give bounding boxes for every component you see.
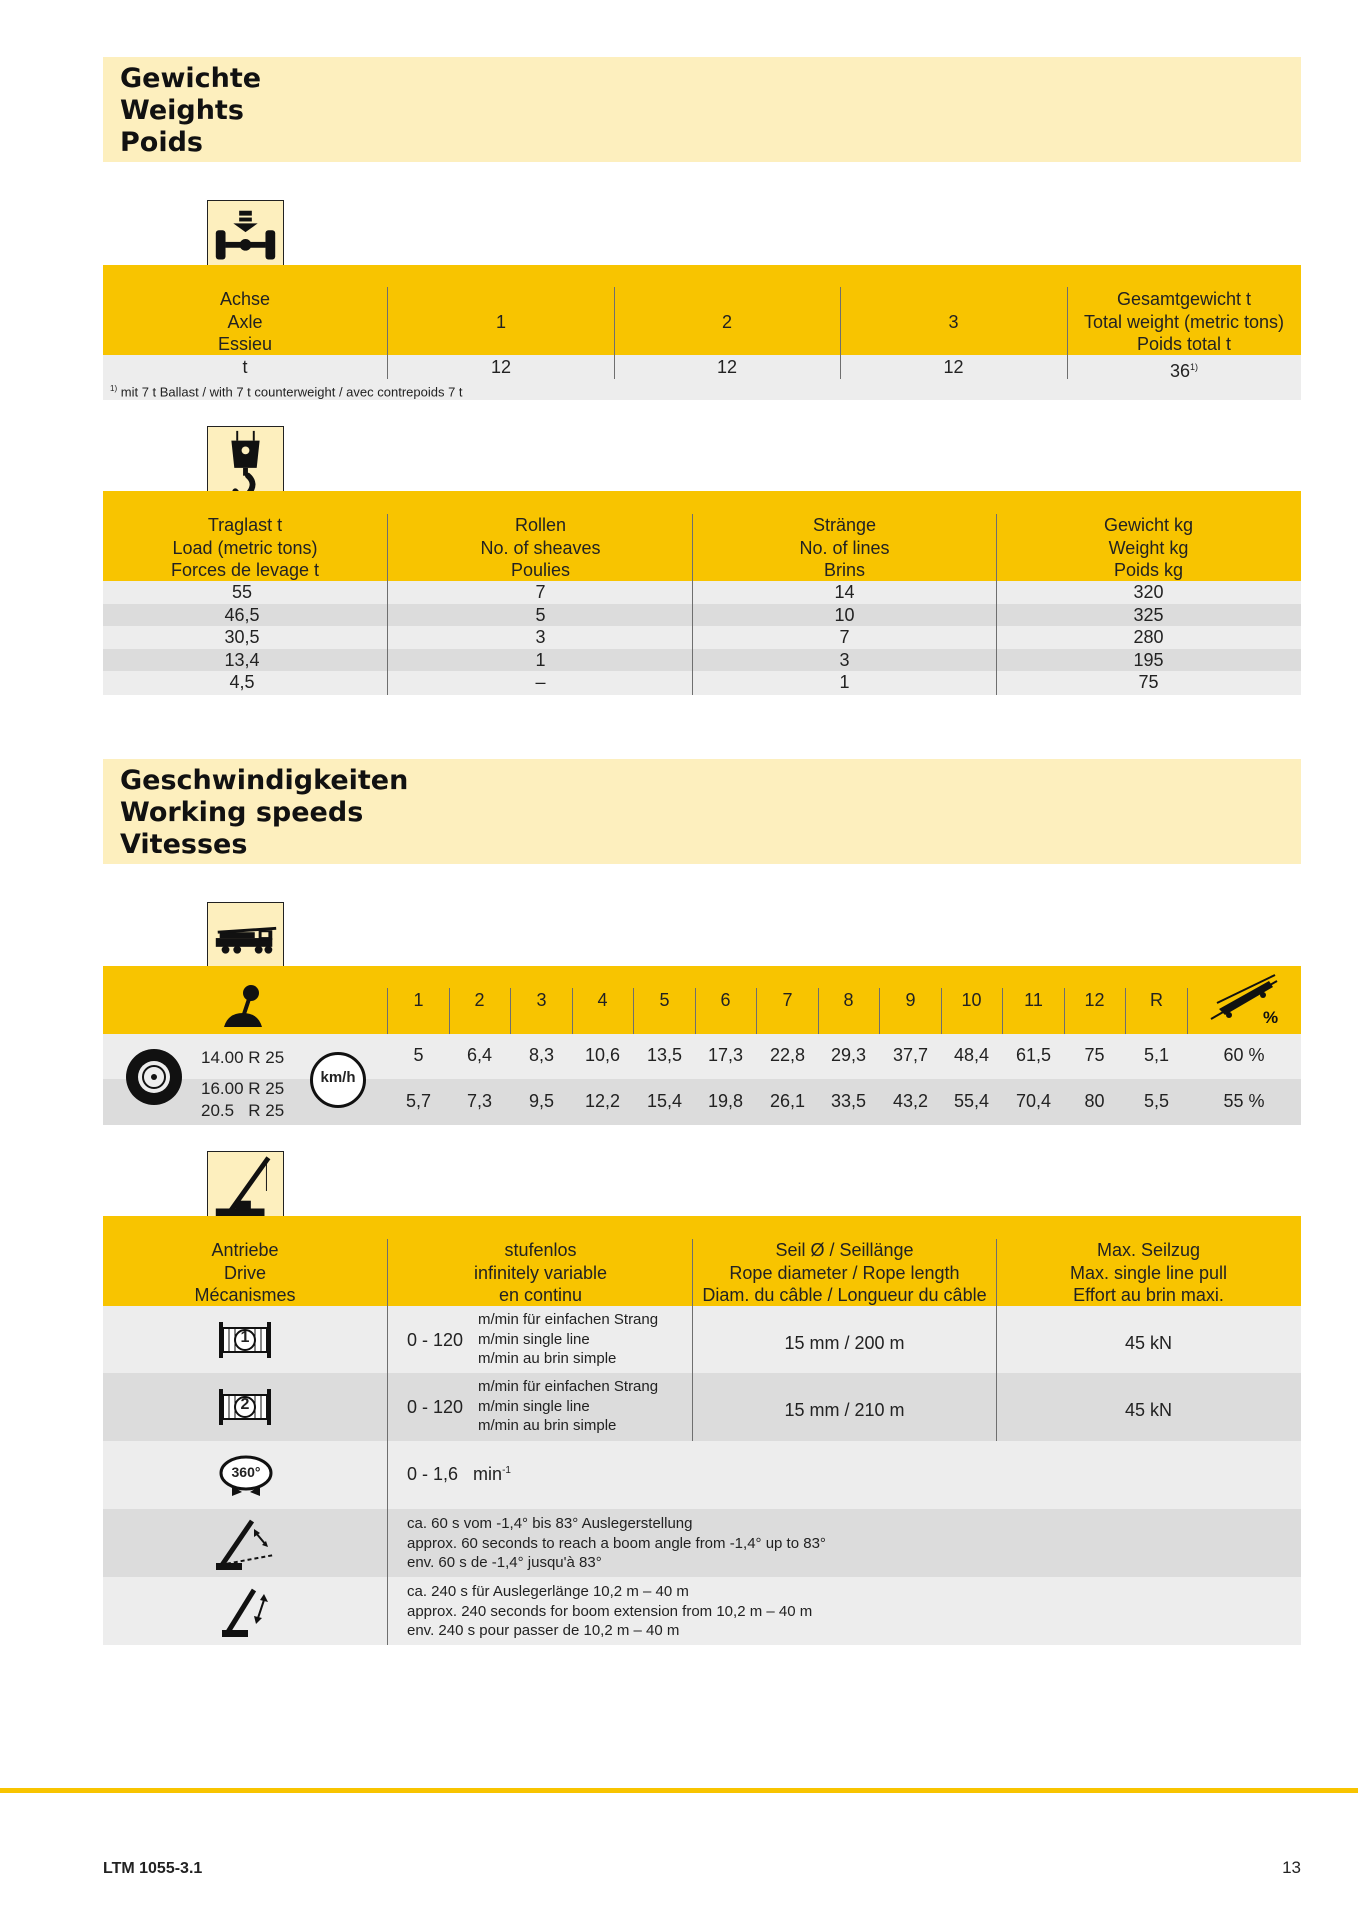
title-fr: Vitesses (120, 829, 248, 860)
model-name: LTM 1055-3.1 (103, 1860, 203, 1877)
speed-value: 5 (413, 1045, 424, 1065)
drive-col-variable (388, 1239, 693, 1307)
unit-fr: m/min au brin simple (478, 1417, 617, 1434)
unit-de: m/min für einfachen Strang (478, 1311, 659, 1328)
weight-value: 280 (1133, 627, 1164, 647)
hook-col-sheaves (388, 514, 693, 582)
weight-de: Gewicht kg (1103, 515, 1194, 535)
weight-value: 75 (1138, 672, 1159, 692)
sheaves-value: 5 (535, 605, 546, 625)
pull-fr: Effort au brin maxi. (1073, 1285, 1224, 1305)
slewing-label: 360° (231, 1464, 261, 1480)
speed-value: 61,5 (1015, 1045, 1052, 1065)
luffing-en: approx. 60 seconds to reach a boom angle from -1,4° up to 83° (407, 1534, 826, 1552)
speeds-title (120, 765, 408, 861)
slewing-range: 0 - 1,6 (407, 1464, 459, 1484)
speeds-banner (103, 759, 1301, 864)
label-en: Axle (227, 311, 263, 332)
sheaves-de: Rollen (514, 515, 567, 535)
pull-en: Max. single line pull (1069, 1262, 1228, 1283)
speed-value: 19,8 (707, 1091, 744, 1111)
axle-1-header: 1 (495, 312, 506, 332)
total-weight-value (1067, 356, 1301, 383)
winch-1-unit (478, 1310, 658, 1369)
divider (614, 287, 615, 379)
unit-fr: m/min au brin simple (478, 1350, 617, 1367)
winch-2-range: 0 - 120 (407, 1397, 464, 1417)
total-en: Total weight (metric tons) (1083, 311, 1285, 332)
speed-value: 12,2 (584, 1091, 621, 1111)
page-number: 13 (1282, 1858, 1301, 1877)
luffing-text (407, 1514, 826, 1573)
weight-fr: Poids kg (1113, 560, 1184, 580)
speed-value: 70,4 (1015, 1091, 1052, 1111)
grade-value: 55 % (1223, 1091, 1265, 1111)
lines-en: No. of lines (799, 537, 890, 558)
telescoping-en: approx. 240 seconds for boom extension from 10,2 m – 40 m (407, 1602, 813, 1620)
winch-1-icon (219, 1322, 271, 1358)
speed-value: 29,3 (830, 1045, 867, 1065)
table-row (103, 649, 1301, 671)
table-row (103, 626, 1301, 649)
percent-label: % (1263, 1008, 1279, 1027)
gear-4: 4 (597, 990, 608, 1010)
variable-en: infinitely variable (473, 1262, 608, 1283)
gear-7: 7 (782, 990, 793, 1010)
load-fr: Forces de levage t (170, 560, 320, 580)
gear-1: 1 (413, 990, 424, 1010)
speed-value: 15,4 (646, 1091, 683, 1111)
unit-de: m/min für einfachen Strang (478, 1378, 659, 1395)
gear-3: 3 (536, 990, 547, 1010)
speed-value: 75 (1084, 1045, 1105, 1065)
drive-fr: Mécanismes (194, 1285, 296, 1305)
drive-col-drive (103, 1239, 387, 1307)
speed-value: 7,3 (466, 1091, 493, 1111)
axle-2-header: 2 (721, 312, 732, 332)
title-de: Gewichte (120, 63, 262, 94)
tire-icon (124, 1047, 184, 1107)
sheaves-value: 3 (535, 627, 546, 647)
axle-3-value: 12 (943, 357, 964, 377)
kmh-icon (310, 1052, 366, 1108)
load-value: 55 (231, 582, 253, 602)
sheaves-fr: Poulies (510, 560, 571, 580)
winch-1-pull: 45 kN (1124, 1333, 1173, 1353)
weights-title (120, 63, 261, 159)
total-footnote-mark: 1) (1190, 362, 1199, 372)
weight-value: 320 (1133, 582, 1164, 602)
load-en: Load (metric tons) (172, 537, 318, 558)
rope-en: Rope diameter / Rope length (729, 1262, 960, 1283)
divider (840, 287, 841, 379)
speed-value: 80 (1084, 1091, 1105, 1111)
lines-de: Stränge (812, 515, 877, 535)
weight-en: Weight kg (1108, 537, 1189, 558)
load-value: 46,5 (224, 605, 260, 625)
axle-unit: t (242, 357, 248, 377)
total-fr: Poids total t (1136, 334, 1232, 354)
unit-en: m/min single line (478, 1397, 590, 1415)
lines-value: 10 (834, 605, 855, 625)
gear-2: 2 (474, 990, 485, 1010)
load-value: 4,5 (229, 672, 255, 692)
slewing-360-icon (218, 1452, 274, 1498)
table-row (103, 671, 1301, 695)
load-de: Traglast t (207, 515, 283, 535)
hook-col-weight (996, 514, 1301, 582)
rope-de: Seil Ø / Seillänge (775, 1240, 914, 1260)
hook-col-load (103, 514, 387, 582)
speed-value: 17,3 (707, 1045, 744, 1065)
speed-value: 22,8 (769, 1045, 806, 1065)
divider (996, 514, 997, 695)
speed-value: 5,5 (1143, 1091, 1170, 1111)
speed-value: 43,2 (892, 1091, 929, 1111)
title-en: Weights (120, 95, 244, 126)
table-row (103, 604, 1301, 626)
weight-value: 325 (1133, 605, 1164, 625)
gear-8: 8 (843, 990, 854, 1010)
speed-value: 37,7 (892, 1045, 929, 1065)
footer-rule (0, 1788, 1358, 1793)
sheaves-value: 1 (535, 650, 546, 670)
lines-value: 3 (839, 650, 850, 670)
label-fr: Essieu (217, 334, 273, 354)
tire-size-b1: 16.00 R 25 (201, 1079, 285, 1098)
divider (692, 514, 693, 695)
speed-value: 33,5 (830, 1091, 867, 1111)
winch-1-rope: 15 mm / 200 m (784, 1333, 905, 1353)
gear-10: 10 (961, 990, 982, 1010)
variable-de: stufenlos (504, 1240, 577, 1260)
divider (387, 514, 388, 695)
divider (387, 287, 388, 379)
axle-1-value: 12 (490, 357, 512, 377)
grade-value: 60 % (1223, 1045, 1265, 1065)
speed-value: 5,7 (405, 1091, 432, 1111)
weights-banner (103, 57, 1301, 162)
divider (1067, 287, 1068, 379)
load-value: 13,4 (224, 650, 260, 670)
speed-value: 5,1 (1143, 1045, 1170, 1065)
gear-lever-icon (218, 983, 268, 1029)
kmh-label: km/h (320, 1069, 356, 1086)
gear-6: 6 (720, 990, 731, 1010)
footnote-text: mit 7 t Ballast / with 7 t counterweight / avec contrepoids 7 t (120, 384, 463, 400)
winch-2-number: 2 (240, 1396, 250, 1413)
speed-value: 10,6 (584, 1045, 621, 1065)
drive-col-pull (996, 1239, 1301, 1307)
gear-reverse: R (1150, 990, 1163, 1010)
tire-size-b2: 20.5 R 25 (201, 1101, 285, 1120)
tire-size-a: 14.00 R 25 (201, 1048, 285, 1067)
lines-fr: Brins (823, 560, 865, 580)
slewing-unit: min (473, 1464, 503, 1484)
sheaves-value: 7 (535, 582, 546, 602)
winch-2-rope: 15 mm / 210 m (784, 1400, 905, 1420)
title-de: Geschwindigkeiten (120, 765, 409, 796)
title-en: Working speeds (120, 797, 364, 828)
luffing-icon (212, 1515, 278, 1573)
gear-5: 5 (659, 990, 670, 1010)
total-value: 36 (1169, 361, 1190, 381)
gear-12: 12 (1084, 990, 1105, 1010)
drive-de: Antriebe (211, 1240, 279, 1260)
telescoping-de: ca. 240 s für Auslegerlänge 10,2 m – 40 m (407, 1583, 689, 1600)
winch-2-pull: 45 kN (1124, 1400, 1173, 1420)
lines-value: 7 (839, 627, 850, 647)
axle-3-header: 3 (948, 312, 959, 332)
footnote-mark: 1) (110, 384, 118, 393)
winch-1-range: 0 - 120 (407, 1330, 464, 1350)
telescoping-fr: env. 240 s pour passer de 10,2 m – 40 m (407, 1622, 680, 1639)
drive-col-rope (693, 1239, 996, 1307)
label-de: Achse (219, 289, 271, 309)
speed-value: 8,3 (528, 1045, 555, 1065)
slewing-row (103, 1441, 1301, 1509)
axle-2-value: 12 (716, 357, 738, 377)
speed-value: 9,5 (528, 1091, 555, 1111)
winch-1-number: 1 (240, 1329, 250, 1346)
telescoping-text (407, 1582, 812, 1641)
speed-value: 6,4 (466, 1045, 493, 1065)
table-row (103, 581, 1301, 604)
axle-label (103, 288, 387, 356)
speed-value: 55,4 (953, 1091, 990, 1111)
rope-fr: Diam. du câble / Longueur du câble (702, 1285, 987, 1305)
winch-2-icon (219, 1389, 271, 1425)
telescoping-icon (218, 1584, 274, 1640)
speed-value: 13,5 (646, 1045, 683, 1065)
slewing-unit-exponent: -1 (502, 1465, 511, 1476)
sheaves-value: – (535, 672, 546, 692)
sheaves-en: No. of sheaves (480, 537, 601, 558)
variable-fr: en continu (498, 1285, 583, 1305)
winch-2-unit (478, 1377, 658, 1436)
drive-en: Drive (223, 1262, 266, 1283)
speed-value: 26,1 (769, 1091, 806, 1111)
total-weight-header (1067, 288, 1301, 356)
lines-value: 14 (834, 582, 855, 602)
axle-footnote (110, 381, 463, 400)
lines-value: 1 (839, 672, 850, 692)
divider (996, 1239, 997, 1441)
total-de: Gesamtgewicht t (1116, 289, 1252, 309)
hook-col-lines (693, 514, 996, 582)
unit-en: m/min single line (478, 1330, 590, 1348)
luffing-fr: env. 60 s de -1,4° jusqu'à 83° (407, 1554, 602, 1571)
load-value: 30,5 (224, 627, 260, 647)
divider (387, 1239, 388, 1645)
gear-11: 11 (1024, 990, 1043, 1010)
divider (692, 1239, 693, 1441)
slewing-speed (407, 1464, 511, 1485)
gear-9: 9 (905, 990, 916, 1010)
speed-value: 48,4 (953, 1045, 990, 1065)
gradeability-icon (1207, 973, 1283, 1029)
title-fr: Poids (120, 127, 203, 158)
pull-de: Max. Seilzug (1096, 1240, 1201, 1260)
luffing-de: ca. 60 s vom -1,4° bis 83° Auslegerstellung (407, 1515, 693, 1532)
weight-value: 195 (1133, 650, 1164, 670)
